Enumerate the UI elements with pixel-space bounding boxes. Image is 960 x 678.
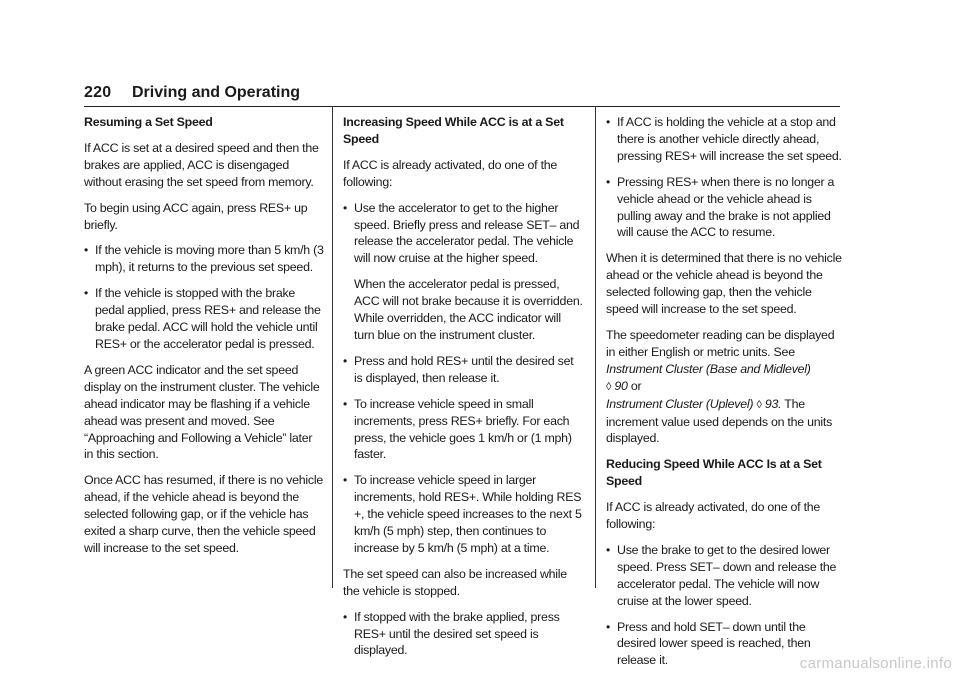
list-item bbox=[343, 200, 583, 268]
paragraph: The set speed can also be increased while the vehicle is stopped. bbox=[343, 566, 567, 598]
list-item bbox=[343, 396, 583, 464]
bullet-list bbox=[343, 353, 583, 557]
list-item bbox=[606, 114, 844, 165]
list-item-text: If the vehicle is moving more than 5 km/h (3 mph), it returns to the previous set speed. bbox=[95, 243, 324, 275]
bullet-icon: • bbox=[343, 473, 347, 488]
list-item-text: To increase vehicle speed in small increments, press RES+ briefly. For each press, the vehicle goes 1 km/h or (1 mph) faster. bbox=[354, 396, 572, 462]
paragraph-text: or bbox=[630, 378, 642, 393]
subheading: Reducing Speed While ACC Is at a Set Speed bbox=[606, 457, 822, 489]
bullet-icon: • bbox=[343, 200, 347, 215]
column-1 bbox=[84, 114, 324, 566]
reference-arrow-icon: ◊ bbox=[756, 398, 762, 411]
bullet-list bbox=[606, 542, 844, 669]
subheading: Resuming a Set Speed bbox=[84, 115, 213, 129]
paragraph-text: The speedometer reading can be displayed in either English or metric units. See bbox=[606, 327, 835, 359]
bullet-list bbox=[343, 609, 583, 660]
reference-page-number[interactable]: 93. bbox=[764, 396, 782, 411]
page-number: 220 bbox=[84, 84, 112, 101]
list-item bbox=[606, 174, 844, 242]
list-item bbox=[84, 285, 324, 353]
cross-reference-link[interactable]: Instrument Cluster (Uplevel) bbox=[606, 396, 754, 411]
list-item bbox=[343, 472, 583, 557]
bullet-icon: • bbox=[343, 396, 347, 411]
bullet-list bbox=[606, 114, 844, 241]
list-item-text: If ACC is holding the vehicle at a stop and there is another vehicle directly ahead, pressing RES+ will increase the set speed. bbox=[617, 115, 842, 163]
bullet-icon: • bbox=[606, 542, 610, 557]
section-title: Driving and Operating bbox=[132, 84, 301, 101]
bullet-icon: • bbox=[343, 353, 347, 368]
paragraph: Once ACC has resumed, if there is no vehicle ahead, if the vehicle ahead is beyond the selected following gap, or if the vehicle has exited a sharp curve, then the vehicle speed will increase to the set speed. bbox=[84, 473, 323, 555]
list-item bbox=[343, 609, 583, 660]
bullet-icon: • bbox=[606, 115, 610, 129]
paragraph: If ACC is already activated, do one of the following: bbox=[606, 500, 821, 532]
column-divider bbox=[332, 106, 333, 588]
paragraph: When it is determined that there is no vehicle ahead or the vehicle ahead is beyond the selected following gap, then the vehicle speed will increase to the set speed. bbox=[606, 251, 842, 317]
paragraph: If ACC is set at a desired speed and then the brakes are applied, ACC is disengaged without erasing the set speed from memory. bbox=[84, 140, 319, 189]
column-2 bbox=[343, 114, 583, 668]
list-item-text: Pressing RES+ when there is no longer a vehicle ahead or the vehicle ahead is pulling away and the brake is not applied will cause the ACC to resume. bbox=[617, 174, 835, 240]
bullet-icon: • bbox=[606, 619, 610, 634]
bullet-icon: • bbox=[84, 243, 88, 258]
bullet-list bbox=[343, 200, 583, 268]
list-item-text: Use the accelerator to get to the higher speed. Briefly press and release SET– and release the accelerator pedal. The vehicle will now cruise at the higher speed. bbox=[354, 200, 580, 266]
list-item bbox=[84, 242, 324, 276]
bullet-icon: • bbox=[343, 609, 347, 624]
list-item bbox=[343, 353, 583, 387]
paragraph: To begin using ACC again, press RES+ up briefly. bbox=[84, 200, 308, 232]
list-item-text: Press and hold RES+ until the desired set is displayed, then release it. bbox=[354, 353, 574, 385]
bullet-list bbox=[84, 242, 324, 352]
page-header bbox=[84, 84, 840, 107]
paragraph: A green ACC indicator and the set speed display on the instrument cluster. The vehicle ahead indicator may be flashing if a vehicle ahead was present and moved. See “Approaching and Following a Vehicle” later in this section. bbox=[84, 362, 320, 462]
cross-reference-link[interactable]: Instrument Cluster (Base and Midlevel) bbox=[606, 361, 811, 376]
bullet-icon: • bbox=[606, 174, 610, 189]
list-item-text: Press and hold SET– down until the desired lower speed is reached, then release it. bbox=[617, 619, 811, 668]
list-item-text: Use the brake to get to the desired lower speed. Press SET– down and release the accelerator pedal. The vehicle will now cruise at the lower speed. bbox=[617, 542, 837, 608]
reference-arrow-icon: ◊ bbox=[606, 380, 612, 393]
list-item-text: If stopped with the brake applied, press RES+ until the desired set speed is displayed. bbox=[354, 609, 560, 658]
list-item-text: To increase vehicle speed in larger increments, hold RES+. While holding RES +, the vehicle speed increases to the next 5 km/h (5 mph) step, then continues to increase by 5 km/h (5 mph) at a time. bbox=[354, 473, 582, 555]
column-divider bbox=[595, 106, 596, 588]
column-3 bbox=[606, 114, 844, 678]
paragraph: When the accelerator pedal is pressed, ACC will not brake because it is overridden. While overridden, the ACC indicator will turn blue on the instrument cluster. bbox=[354, 277, 583, 342]
paragraph-text: The increment value used depends on the units displayed. bbox=[606, 396, 833, 446]
reference-page-number[interactable]: 90 bbox=[614, 378, 628, 393]
subheading: Increasing Speed While ACC is at a Set Speed bbox=[343, 115, 564, 146]
watermark-text: carmanualsonline.info bbox=[799, 655, 952, 672]
bullet-icon: • bbox=[84, 286, 88, 301]
list-item bbox=[606, 542, 844, 610]
paragraph-with-references bbox=[606, 327, 844, 447]
paragraph: If ACC is already activated, do one of the following: bbox=[343, 157, 558, 189]
list-item-text: If the vehicle is stopped with the brake pedal applied, press RES+ and release the brake pedal. ACC will hold the vehicle until RES+ or the accelerator pedal is pressed. bbox=[95, 286, 321, 351]
